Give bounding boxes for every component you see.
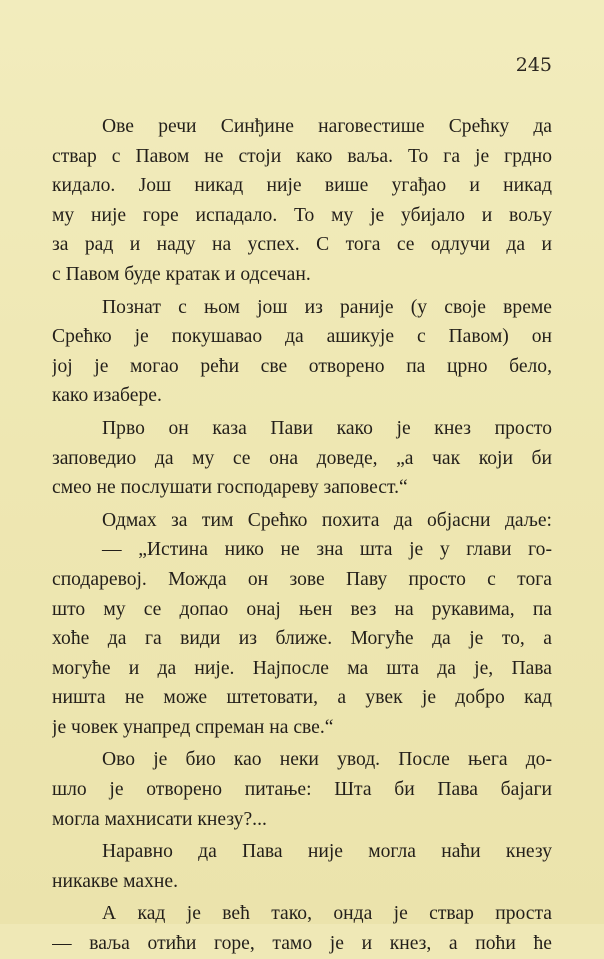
text-line: могуће и да није. Најпосле ма шта да је, Пава (52, 657, 552, 679)
text-line: ништа не може штетовати, а увек је добро кад (52, 687, 552, 709)
text-line: Ове речи Синђине наговестише Срећку да (102, 116, 552, 137)
text-line: с Павом буде кратак и одсечан. (52, 263, 311, 285)
text-line: Познат с њом још из раније (у своје време (102, 296, 552, 318)
text-line: шло је отворено питање: Шта би Пава бајаги (52, 779, 552, 801)
text-line: Прво он каза Пави како је кнез просто (102, 417, 552, 439)
text-line: је човек унапред спреман на све.“ (52, 716, 334, 738)
text-line: сподаревој. Можда он зове Паву просто с тога (52, 568, 552, 590)
text-line: му није горе испадало. То му је убијало и вољу (52, 204, 552, 226)
text-line: како изабере. (52, 385, 162, 407)
text-line: хоће да га види из ближе. Могуће да је то, а (52, 628, 552, 650)
text-line: што му се допао онај њен вез на рукавима, па (52, 598, 552, 620)
text-line: кидало. Још никад није више угађао и никад (52, 175, 552, 197)
text-line: — „Истина нико не зна шта је у глави го- (102, 539, 552, 561)
text-line: — ваља отићи горе, тамо је и кнез, а поћи ће (52, 933, 552, 955)
text-line: Наравно да Пава није могла наћи кнезу (102, 841, 552, 863)
text-line: смео не послушати господареву заповест.“ (52, 477, 408, 499)
text-line: заповедио да му се она доведе, „а чак који би (52, 447, 552, 469)
text-line: Одмах за тим Срећко похита да објасни даље: (102, 509, 552, 531)
page-number: 245 (515, 54, 552, 76)
text-line: могла махнисати кнезу?... (52, 808, 267, 830)
text-line: Ово је био као неки увод. После њега до- (102, 749, 552, 771)
text-line: никакве махне. (52, 870, 178, 892)
text-line: за рад и наду на успех. С тога се одлучи да и (52, 234, 552, 256)
text-line: Срећко је покушавао да ашикује с Павом) он (52, 326, 552, 348)
text-line: А кад је већ тако, онда је ствар проста (102, 903, 552, 925)
text-line: јој је могао рећи све отворено па црно бело, (52, 355, 552, 377)
body-text (52, 112, 552, 959)
text-line: ствар с Павом не стоји како ваља. То га је грдно (52, 145, 552, 167)
